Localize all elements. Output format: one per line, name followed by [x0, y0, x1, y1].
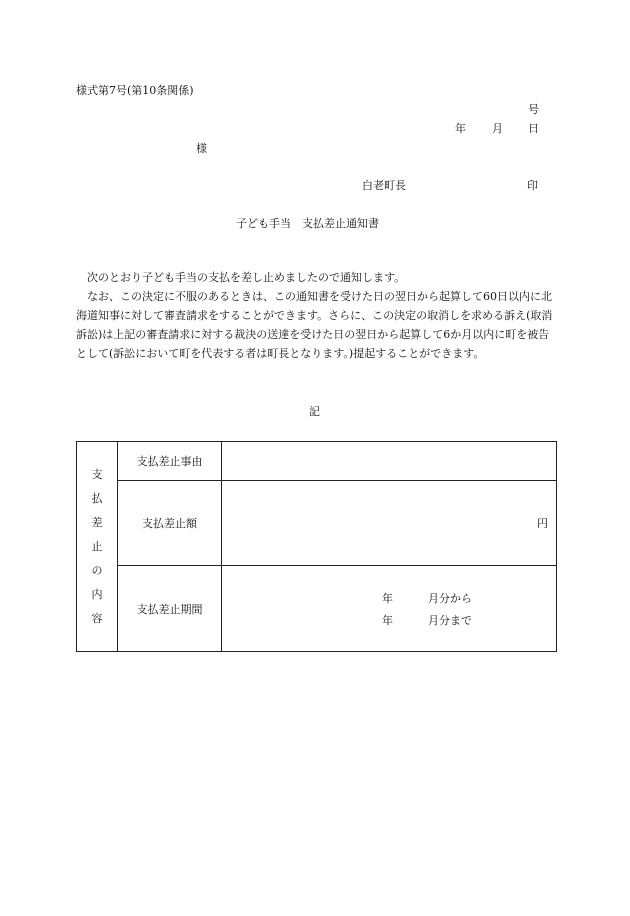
side-char: 容: [91, 611, 103, 625]
period-to-text: 月分まで: [428, 614, 472, 627]
addressee-suffix: 様: [196, 142, 207, 155]
period-label: 支払差止期間: [118, 566, 222, 652]
side-char: 支: [91, 467, 103, 481]
reason-label: 支払差止事由: [118, 442, 222, 481]
form-number: 様式第7号(第10条関係): [76, 84, 194, 97]
body-paragraph-2: なお、この決定に不服のあるときは、この通知書を受けた日の翌日から起算して60日以内に北海道知事に対して審査請求をすることができます。さらに、この決定の取消しを求める訴え(取消訴訟)は上記の審査請求に対する裁決の送達を受けた日の翌日から起算して6か月以内に町を被告として(訴訟において町を代表する者は町長となります。)提起することができます。: [76, 290, 553, 360]
body-text: [76, 268, 558, 363]
side-char: 内: [91, 587, 103, 601]
date-year: 年: [455, 122, 466, 135]
number-label: 号: [528, 103, 539, 116]
side-char: 差: [91, 515, 103, 529]
period-lines: [382, 588, 472, 632]
amount-unit: 円: [537, 517, 548, 530]
details-table: [76, 441, 557, 652]
amount-label: 支払差止額: [118, 481, 222, 566]
date-month: 月: [492, 122, 503, 135]
side-label: [77, 442, 118, 652]
amount-value: [222, 481, 557, 566]
side-char: の: [91, 563, 103, 577]
period-value: [222, 566, 557, 652]
period-from: [382, 588, 472, 610]
period-to-year: 年: [382, 614, 393, 627]
record-heading: 記: [309, 405, 320, 418]
side-char: 止: [91, 539, 103, 553]
document-title: 子ども手当 支払差止通知書: [236, 217, 379, 230]
seal-mark: 印: [527, 179, 538, 192]
reason-value: [222, 442, 557, 481]
period-from-text: 月分から: [428, 592, 472, 605]
period-to: [382, 610, 472, 632]
period-from-year: 年: [382, 592, 393, 605]
body-paragraph-1: 次のとおり子ども手当の支払を差し止めましたので通知します。: [87, 271, 406, 284]
side-char: 払: [91, 491, 103, 505]
date-day: 日: [528, 122, 539, 135]
sender: 白老町長: [362, 179, 406, 192]
